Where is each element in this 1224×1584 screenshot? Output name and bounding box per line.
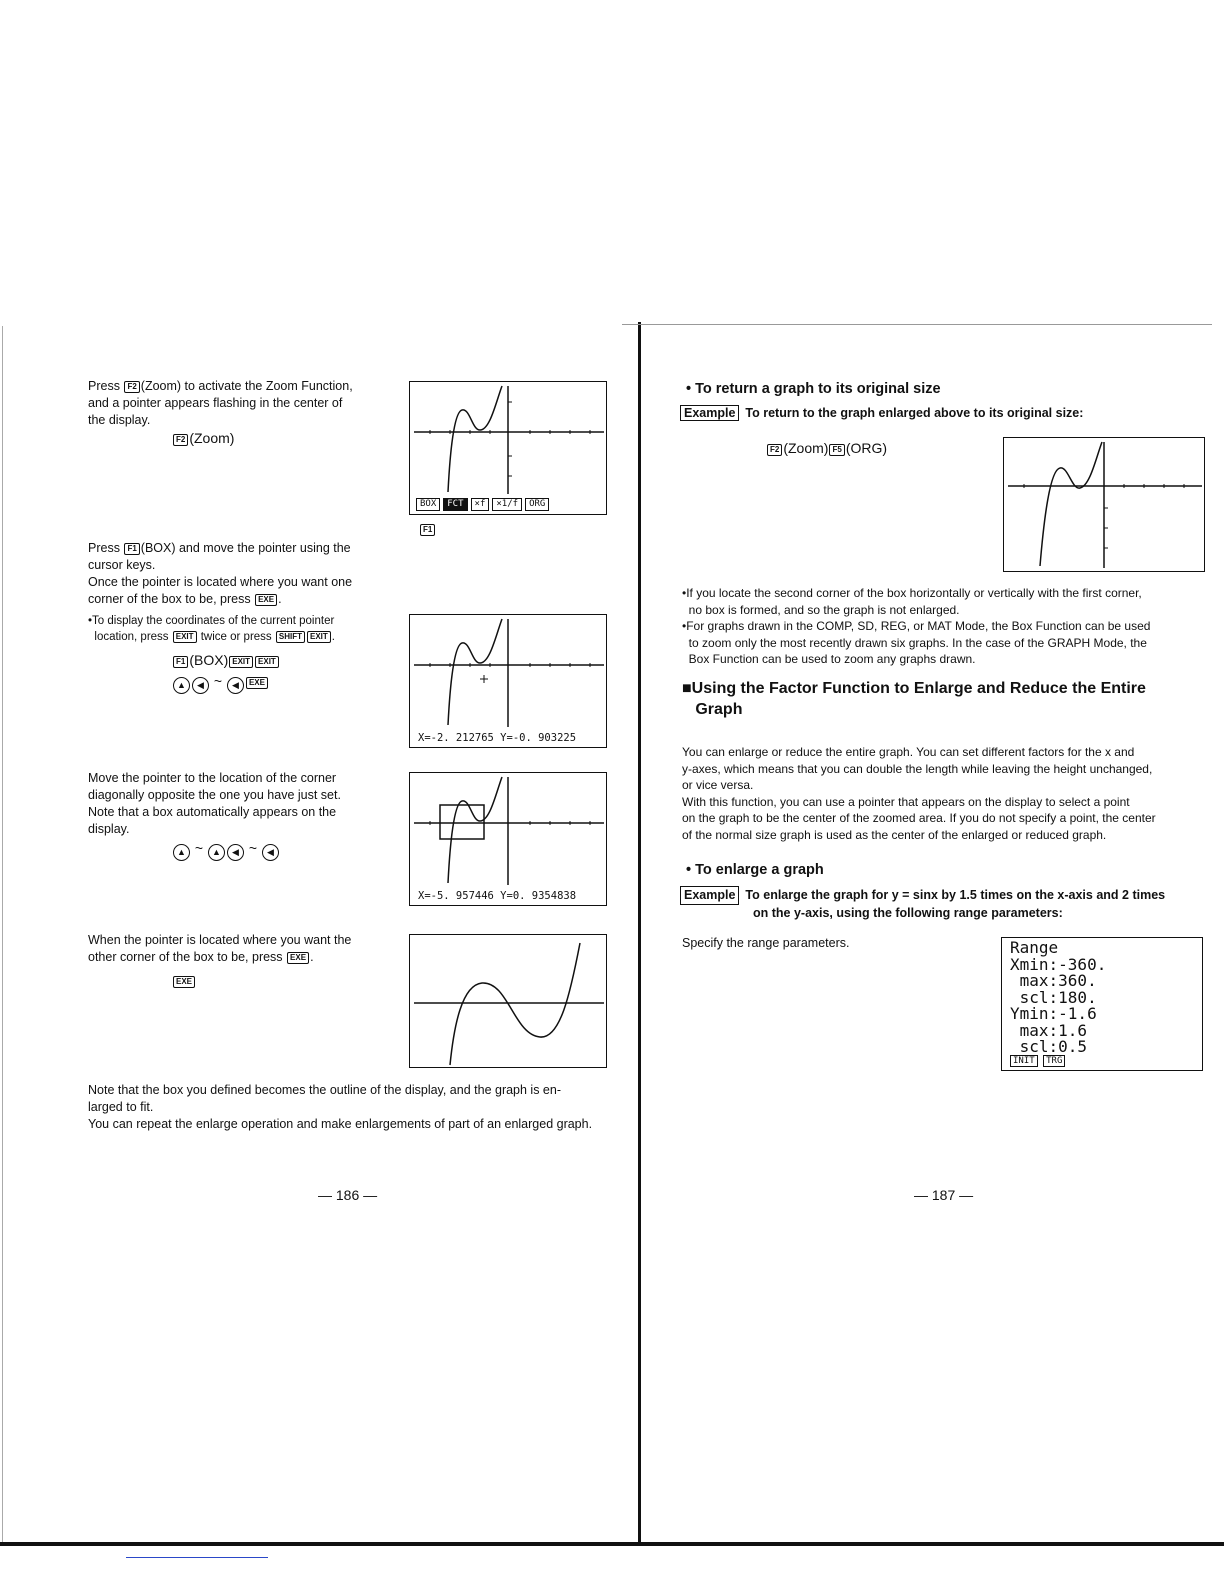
left-step-2: F1 (BOX) EXIT EXIT ▲ ◀ ~ ◀ EXE xyxy=(172,650,280,694)
page-fold-line xyxy=(638,322,641,1544)
left-side-edge xyxy=(2,326,3,1542)
footer-link-line xyxy=(126,1557,268,1558)
left-arrow-icon: ◀ xyxy=(227,844,244,861)
graph-5 xyxy=(1004,438,1204,571)
heading-enlarge-graph: • To enlarge a graph xyxy=(686,862,824,878)
page-number-187: — 187 — xyxy=(914,1187,974,1203)
graph-4 xyxy=(410,935,606,1067)
left-arrow-icon: ◀ xyxy=(227,677,244,694)
f2-key: F2 xyxy=(124,381,139,393)
right-step-1: F2 (Zoom) F5 (ORG) xyxy=(766,440,887,456)
heading-factor-function: ■Using the Factor Function to Enlarge and Reduce the Entire Graph xyxy=(682,680,1146,718)
range-line: Ymin:-1.6 xyxy=(1010,1004,1097,1023)
f1-key-label: F1 xyxy=(419,520,436,538)
pointer-cross-icon xyxy=(480,675,488,683)
range-line: Xmin:-360. xyxy=(1010,954,1107,974)
softkey-fct[interactable]: FCT xyxy=(443,498,467,511)
page-bottom-edge xyxy=(0,1542,1224,1546)
softkey-bar xyxy=(416,498,552,511)
specify-range-text: Specify the range parameters. xyxy=(682,936,850,950)
left-arrow-icon: ◀ xyxy=(192,677,209,694)
example-1: Example To return to the graph enlarged above to its original size: xyxy=(680,405,1083,421)
zoom-box xyxy=(440,805,484,839)
left-arrow-icon: ◀ xyxy=(262,844,279,861)
example-2: Example To enlarge the graph for y = sinx by 1.5 times on the x-axis and 2 times on the y-axis, using the following range parameters: xyxy=(680,886,1210,922)
left-para-5: When the pointer is located where you want the other corner of the box to be, press EXE . xyxy=(88,933,352,964)
softkey-x1f[interactable]: ×1/f xyxy=(492,498,522,511)
up-arrow-icon: ▲ xyxy=(173,677,190,694)
left-para-3: •To display the coordinates of the current pointer location, press EXIT twice or press SHIFT EXIT . xyxy=(88,615,335,643)
calculator-screen-2 xyxy=(409,614,607,748)
left-para-6: Note that the box you defined becomes the outline of the display, and the graph is en- larged to fit. You can repeat the enlarge operation and make enlargements of part of an enlarged graph. xyxy=(88,1083,593,1131)
range-line: scl:0.5 xyxy=(1010,1037,1088,1056)
left-para-4: Move the pointer to the location of the corner diagonally opposite the one you have just set. Note that a box automatically appears on the display. xyxy=(88,771,341,836)
calculator-screen-5 xyxy=(1003,437,1205,572)
calculator-screen-3 xyxy=(409,772,607,906)
softkey-box[interactable]: BOX xyxy=(416,498,440,511)
calculator-screen-4 xyxy=(409,934,607,1068)
up-arrow-icon: ▲ xyxy=(173,844,190,861)
left-para-1: Press F2 (Zoom) to activate the Zoom Function, and a pointer appears flashing in the center of the display. xyxy=(88,379,353,427)
softkey-init[interactable]: INIT xyxy=(1010,1055,1038,1067)
right-top-edge xyxy=(622,324,1212,325)
softkey-trg[interactable]: TRG xyxy=(1043,1055,1065,1067)
left-step-1: F2 (Zoom) xyxy=(172,430,234,446)
left-step-4: EXE xyxy=(172,972,196,990)
right-bullets: •If you locate the second corner of the box horizontally or vertically with the first corner, no box is formed, and so the graph is not enlarged. •For graphs drawn in the COMP, SD, REG, or MAT Mode, the Box Function can be used to zoom only the most recently drawn six graphs. In the case of the GRAPH Mode, the Box Function can be used to zoom any graphs drawn. xyxy=(682,586,1151,666)
range-line: scl:180. xyxy=(1010,987,1097,1007)
softkey-org[interactable]: ORG xyxy=(525,498,549,511)
heading-return-original: • To return a graph to its original size xyxy=(686,381,941,397)
left-step-3: ▲ ~ ▲ ◀ ~ ◀ xyxy=(172,840,280,861)
softkey-xf[interactable]: ×f xyxy=(471,498,490,511)
left-para-2: Press F1 (BOX) and move the pointer using the cursor keys. Once the pointer is located where you want one corner of the box to be, press EXE . xyxy=(88,541,353,606)
range-line: max:1.6 xyxy=(1010,1020,1088,1040)
graph-3 xyxy=(410,773,606,905)
page-number-186: — 186 — xyxy=(318,1187,378,1203)
range-line: max:360. xyxy=(1010,971,1097,990)
range-line: Range xyxy=(1010,938,1059,957)
range-parameters-screen xyxy=(1001,937,1203,1071)
up-arrow-icon: ▲ xyxy=(208,844,225,861)
coordinate-readout: X=-5. 957446 Y=0. 9354838 xyxy=(418,890,577,902)
coordinate-readout: X=-2. 212765 Y=-0. 903225 xyxy=(418,732,577,744)
graph-1 xyxy=(410,382,606,514)
range-softkeys xyxy=(1010,1056,1194,1067)
right-para-1: You can enlarge or reduce the entire graph. You can set different factors for the x and y-axes, which means that you can double the length while leaving the height unchanged, or vice versa. With this function, you can use a pointer that appears on the display to select a point on the graph to be the center of the zoomed area. If you do not specify a point, the center of the normal size graph is used as the center of the enlarged or reduced graph. xyxy=(682,745,1156,842)
graph-2 xyxy=(410,615,606,747)
calculator-screen-1 xyxy=(409,381,607,515)
